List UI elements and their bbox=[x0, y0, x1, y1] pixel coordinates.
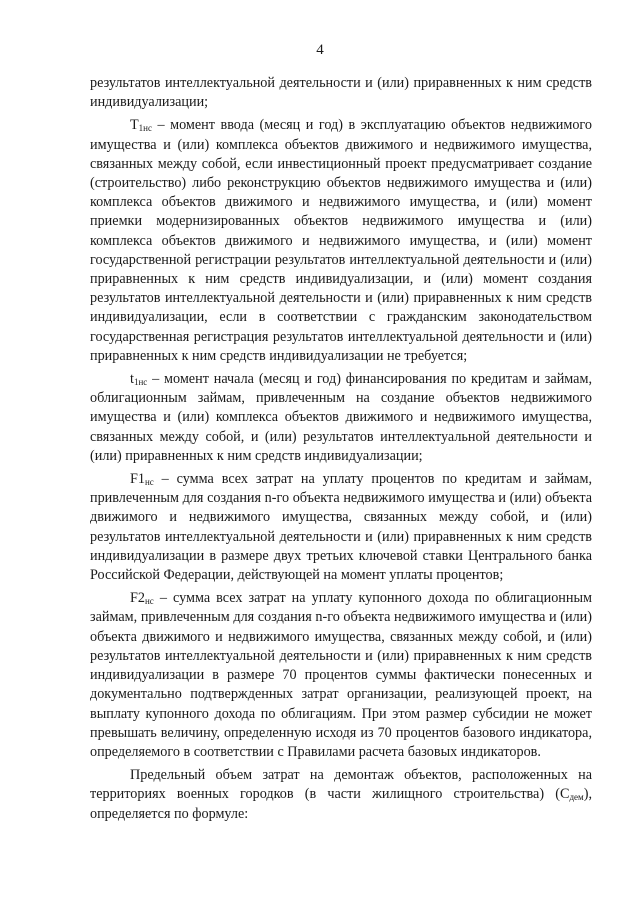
paragraph-text: результатов интеллектуальной деятельности и (или) приравненных к ним средств индивидуализации; bbox=[90, 75, 592, 111]
page-number: 4 bbox=[316, 42, 324, 58]
definition-f1ns bbox=[90, 470, 592, 585]
paragraph-continuation bbox=[90, 74, 592, 112]
definition-text: – момент начала (месяц и год) финансирования по кредитам и займам, облигационным займам, привлеченным на создание объектов недвижимого имущества и (или) комплекса объектов движимого и недвижимого имущества, связанных между собой, и (или) результатов интеллектуальной деятельности и (или) приравненных к ним средств индивидуализации; bbox=[90, 371, 592, 464]
document-body bbox=[90, 74, 592, 828]
symbol: $t_{1нс}$ bbox=[130, 371, 148, 388]
symbol: $T_{1нс}$ bbox=[130, 117, 152, 134]
definition-text: – момент ввода (месяц и год) в эксплуатацию объектов недвижимого имущества и (или) комплекса объектов движимого и недвижимого имущества, связанных между собой, если инвестиционный проект предусматривает создание (строительство) либо реконструкцию объектов недвижимого имущества и (или) комплекса объектов движимого и недвижимого имущества, и (или) момент приемки модернизированных объектов недвижимого имущества и (или) комплекса объектов движимого и недвижимого имущества, и (или) момент государственной регистрации результатов интеллектуальной деятельности и (или) приравненных к ним средств индивидуализации, и (или) момент создания результатов интеллектуальной деятельности и (или) приравненных к ним средств индивидуализации, если в соответствии с гражданским законодательством государственная регистрация результатов интеллектуальной деятельности и (или) приравненных к ним средств индивидуализации не требуется; bbox=[90, 117, 592, 364]
definition-t1ns bbox=[90, 116, 592, 366]
definition-f2ns bbox=[90, 589, 592, 762]
definition-small-t1ns bbox=[90, 370, 592, 466]
symbol: $С_{дем}$ bbox=[559, 786, 584, 803]
formula-intro-paragraph: Предельный объем затрат на демонтаж объектов, расположенных на территориях военных городков (в части жилищного строительства) $(С_{дем})$, определяется по формуле: bbox=[90, 767, 592, 822]
symbol: $F2_{нс}$ bbox=[130, 590, 154, 607]
definition-text: – сумма всех затрат на уплату купонного дохода по облигационным займам, привлеченным для создания n-го объекта недвижимого имущества и (или) объекта движимого и недвижимого имущества, связанных между собой, и (или) результатов интеллектуальной деятельности и (или) приравненных к ним средств индивидуализации в размере 70 процентов суммы фактически понесенных и документально подтвержденных затрат организации, реализующей проект, на выплату купонного дохода по облигациям. При этом размер субсидии не может превышать величину, определенную исходя из 70 процентов базового индикатора, определяемого в соответствии с Правилами расчета базовых индикаторов. bbox=[90, 590, 592, 760]
symbol: $F1_{нс}$ bbox=[130, 471, 154, 488]
definition-text: – сумма всех затрат на уплату процентов по кредитам и займам, привлеченным для создания n-го объекта недвижимого имущества и (или) объекта движимого и недвижимого имущества, связанных между собой, и (или) результатов интеллектуальной деятельности и (или) приравненных к ним средств индивидуализации в размере двух третьих ключевой ставки Центрального банка Российской Федерации, действующей на момент уплаты процентов; bbox=[90, 471, 592, 584]
